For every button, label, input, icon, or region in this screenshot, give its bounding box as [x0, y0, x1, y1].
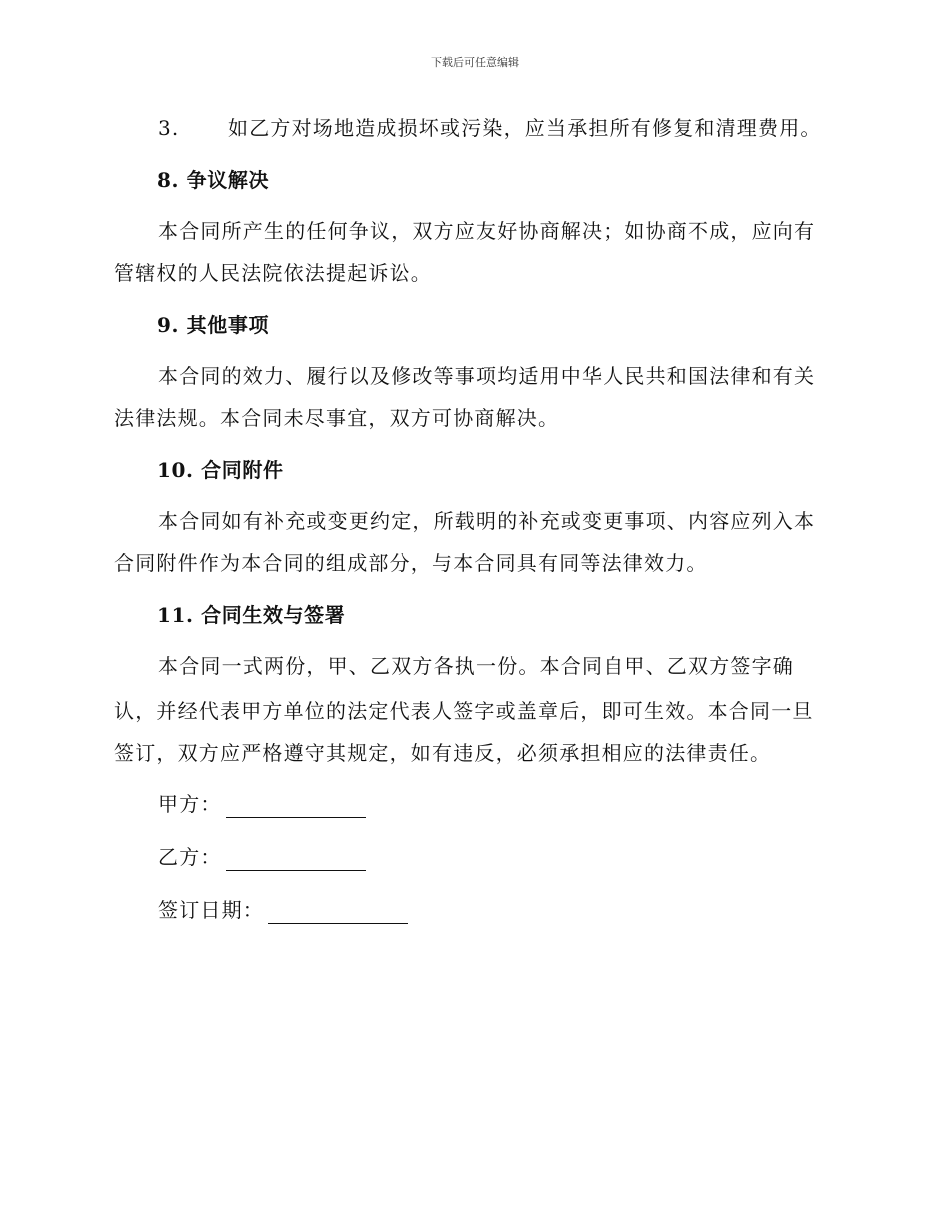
section-heading-other: 9. 其他事项: [157, 313, 270, 337]
signature-party-a: [158, 790, 366, 818]
clause-item-text: 如乙方对场地造成损坏或污染，应当承担所有修复和清理费用。: [228, 116, 822, 140]
paragraph-line: 合同附件作为本合同的组成部分，与本合同具有同等法律效力。: [114, 551, 708, 575]
signature-date: [158, 896, 408, 924]
section-heading-effect: 11. 合同生效与签署: [157, 603, 346, 627]
paragraph-line: 认，并经代表甲方单位的法定代表人签字或盖章后，即可生效。本合同一旦: [114, 699, 814, 723]
paragraph-line: 本合同的效力、履行以及修改等事项均适用中华人民共和国法律和有关: [158, 364, 816, 388]
signature-label: 签订日期：: [158, 898, 264, 922]
paragraph-line: 本合同所产生的任何争议，双方应友好协商解决；如协商不成，应向有: [158, 219, 816, 243]
paragraph-line: 本合同如有补充或变更约定，所载明的补充或变更事项、内容应列入本: [158, 509, 816, 533]
paragraph-line: 签订，双方应严格遵守其规定，如有违反，必须承担相应的法律责任。: [114, 741, 772, 765]
signature-label: 乙方：: [158, 845, 222, 869]
page-header-note: 下载后可任意编辑: [431, 56, 519, 69]
section-heading-dispute: 8. 争议解决: [157, 168, 270, 192]
paragraph-line: 管辖权的人民法院依法提起诉讼。: [114, 261, 432, 285]
paragraph-line: 本合同一式两份，甲、乙双方各执一份。本合同自甲、乙双方签字确: [158, 654, 794, 678]
signature-party-b: [158, 843, 366, 871]
signature-blank: [226, 848, 366, 871]
clause-item-number: 3.: [158, 116, 180, 140]
signature-blank: [226, 795, 366, 818]
signature-label: 甲方：: [158, 792, 222, 816]
signature-blank: [268, 901, 408, 924]
clause-item-3: [158, 114, 822, 142]
section-heading-attachments: 10. 合同附件: [157, 458, 284, 482]
paragraph-line: 法律法规。本合同未尽事宜，双方可协商解决。: [114, 406, 560, 430]
